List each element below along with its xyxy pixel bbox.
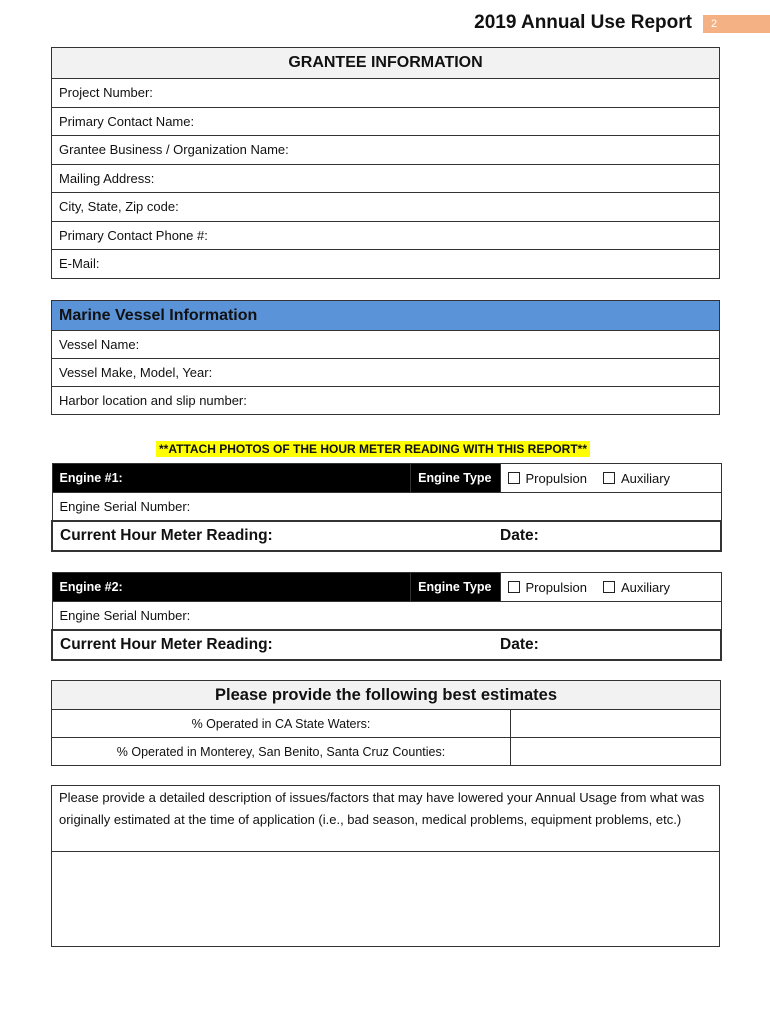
vessel-heading: Marine Vessel Information: [52, 301, 720, 331]
engine-2-label: Engine #2:: [52, 573, 410, 602]
ca-state-waters-input[interactable]: [511, 710, 721, 738]
estimates-heading: Please provide the following best estimates: [52, 681, 721, 710]
grantee-heading: GRANTEE INFORMATION: [52, 48, 720, 79]
auxiliary-label: Auxiliary: [620, 470, 671, 486]
primary-contact-name-field[interactable]: Primary Contact Name:: [52, 107, 720, 136]
propulsion-label: Propulsion: [525, 579, 587, 595]
engine-2-auxiliary-checkbox[interactable]: [603, 580, 670, 595]
attach-photos-notice: **ATTACH PHOTOS OF THE HOUR METER READING WITH THIS REPORT**: [156, 441, 590, 457]
mailing-address-field[interactable]: Mailing Address:: [52, 164, 720, 193]
engine-2-hour-reading-field[interactable]: Current Hour Meter Reading:: [52, 630, 500, 660]
checkbox-icon: [508, 581, 520, 593]
city-state-zip-field[interactable]: City, State, Zip code:: [52, 193, 720, 222]
description-table: [51, 785, 720, 947]
engine-2-type-label: Engine Type: [410, 573, 500, 602]
engine-2-table: [51, 572, 722, 661]
engine-1-date-field[interactable]: Date:: [500, 521, 721, 551]
harbor-slip-field[interactable]: Harbor location and slip number:: [52, 387, 720, 415]
report-title: 2019 Annual Use Report: [474, 12, 692, 33]
checkbox-icon: [603, 472, 615, 484]
vessel-information-table: [51, 300, 720, 415]
checkbox-icon: [603, 581, 615, 593]
vessel-make-model-year-field[interactable]: Vessel Make, Model, Year:: [52, 359, 720, 387]
description-prompt: Please provide a detailed description of issues/factors that may have lowered your Annual Usage from what was originally estimated at the time of application (i.e., bad season, medical problems, equipment problems, etc.): [52, 786, 720, 852]
auxiliary-label: Auxiliary: [620, 579, 671, 595]
contact-phone-field[interactable]: Primary Contact Phone #:: [52, 221, 720, 250]
vessel-name-field[interactable]: Vessel Name:: [52, 331, 720, 359]
ca-state-waters-label: % Operated in CA State Waters:: [52, 710, 511, 738]
description-textarea[interactable]: [52, 852, 720, 947]
estimates-table: [51, 680, 721, 766]
checkbox-icon: [508, 472, 520, 484]
engine-1-propulsion-checkbox[interactable]: [508, 471, 587, 486]
engine-1-serial-field[interactable]: Engine Serial Number:: [52, 493, 721, 521]
engine-2-date-field[interactable]: Date:: [500, 630, 721, 660]
page-number-badge: 2: [703, 15, 770, 33]
engine-1-type-label: Engine Type: [410, 464, 500, 493]
engine-2-serial-field[interactable]: Engine Serial Number:: [52, 602, 721, 630]
counties-label: % Operated in Monterey, San Benito, Santa Cruz Counties:: [52, 738, 511, 766]
counties-input[interactable]: [511, 738, 721, 766]
engine-1-type-options: [500, 464, 721, 493]
organization-name-field[interactable]: Grantee Business / Organization Name:: [52, 136, 720, 165]
engine-2-type-options: [500, 573, 721, 602]
engine-1-hour-reading-field[interactable]: Current Hour Meter Reading:: [52, 521, 500, 551]
grantee-information-table: [51, 47, 720, 279]
email-field[interactable]: E-Mail:: [52, 250, 720, 279]
project-number-field[interactable]: Project Number:: [52, 79, 720, 108]
propulsion-label: Propulsion: [525, 470, 587, 486]
engine-2-propulsion-checkbox[interactable]: [508, 580, 587, 595]
engine-1-table: [51, 463, 722, 552]
engine-1-label: Engine #1:: [52, 464, 410, 493]
engine-1-auxiliary-checkbox[interactable]: [603, 471, 670, 486]
